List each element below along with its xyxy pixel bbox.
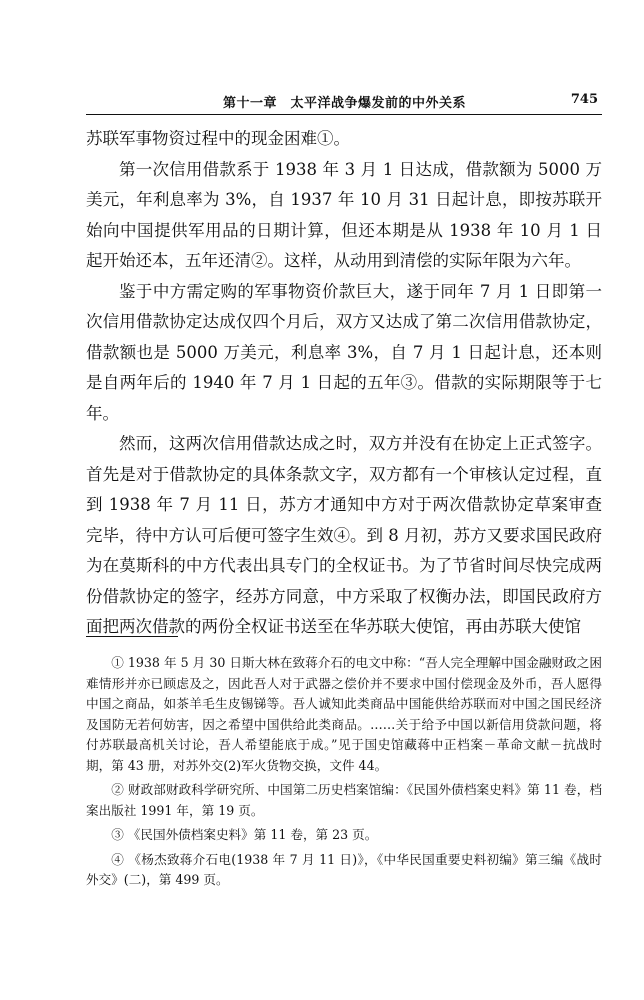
running-header <box>86 88 602 115</box>
footnote-1: ① 1938 年 5 月 30 日斯大林在致蒋介石的电文中称：“吾人完全理解中国金融财政之困难情形并亦已顾虑及之，因此吾人对于武器之偿价并不要求中国付偿现金及外币，吾人愿得中国之商品，如茶羊毛生皮锡锑等。吾人诚知此类商品中国能供给苏联而对中国之国民经济及国防无若何妨害，因之希望中国供给此类商品。……关于给予中国以新信用贷款问题，将付苏联最高机关讨论，吾人希望能底于成。”见于国史馆藏蒋中正档案－革命文献－抗战时期，第 43 册，对苏外交(2)军火货物交换，文件 44。 <box>86 655 602 773</box>
footnote-2: ② 财政部财政科学研究所、中国第二历史档案馆编：《民国外债档案史料》第 11 卷，档案出版社 1991 年，第 19 页。 <box>86 782 602 818</box>
footnote-3: ③ 《民国外债档案史料》第 11 卷，第 23 页。 <box>111 827 378 842</box>
paragraph: 鉴于中方需定购的军事物资价款巨大，遂于同年 7 月 1 日即第一次信用借款协定达成仅四个月后，双方又达成了第二次信用借款协定，借款额也是 5000 万美元，利息率 3%，自 7 月 1 日起计息，还本则是自两年后的 1940 年 7 月 1 日起的五年③。借款的实际期限等于七年。 <box>86 281 602 423</box>
body-text <box>86 124 602 643</box>
footnotes <box>86 653 602 895</box>
paragraph: 然而，这两次信用借款达成之时，双方并没有在协定上正式签字。首先是对于借款协定的具体条款文字，双方都有一个审核认定过程，直到 1938 年 7 月 11 日，苏方才通知中方对于两次借款协定草案审查完毕，待中方认可后便可签字生效④。到 8 月初，苏方又要求国民政府为在莫斯科的中方代表出具专门的全权证书。为了节省时间尽快完成两份借款协定的签字，经苏方同意，中方采取了权衡办法，即国民政府方面把两次借款的两份全权证书送至在华苏联大使馆，再由苏联大使馆 <box>86 434 602 636</box>
page-number: 745 <box>570 92 598 107</box>
chapter-title: 第十一章 太平洋战争爆发前的中外关系 <box>222 96 466 111</box>
footnote-divider <box>86 636 178 637</box>
footnote-4: ④ 《杨杰致蒋介石电(1938 年 7 月 11 日)》，《中华民国重要史料初编》第三编《战时外交》(二)，第 499 页。 <box>86 851 602 887</box>
paragraph-continued: 苏联军事物资过程中的现金困难①。 <box>86 129 350 148</box>
paragraph: 第一次信用借款系于 1938 年 3 月 1 日达成，借款额为 5000 万美元，年利息率为 3%，自 1937 年 10 月 31 日起计息，即按苏联开始向中国提供军用品的日期计算，但还本期是从 1938 年 10 月 1 日起开始还本，五年还清②。这样，从动用到清偿的实际年限为六年。 <box>86 159 602 270</box>
